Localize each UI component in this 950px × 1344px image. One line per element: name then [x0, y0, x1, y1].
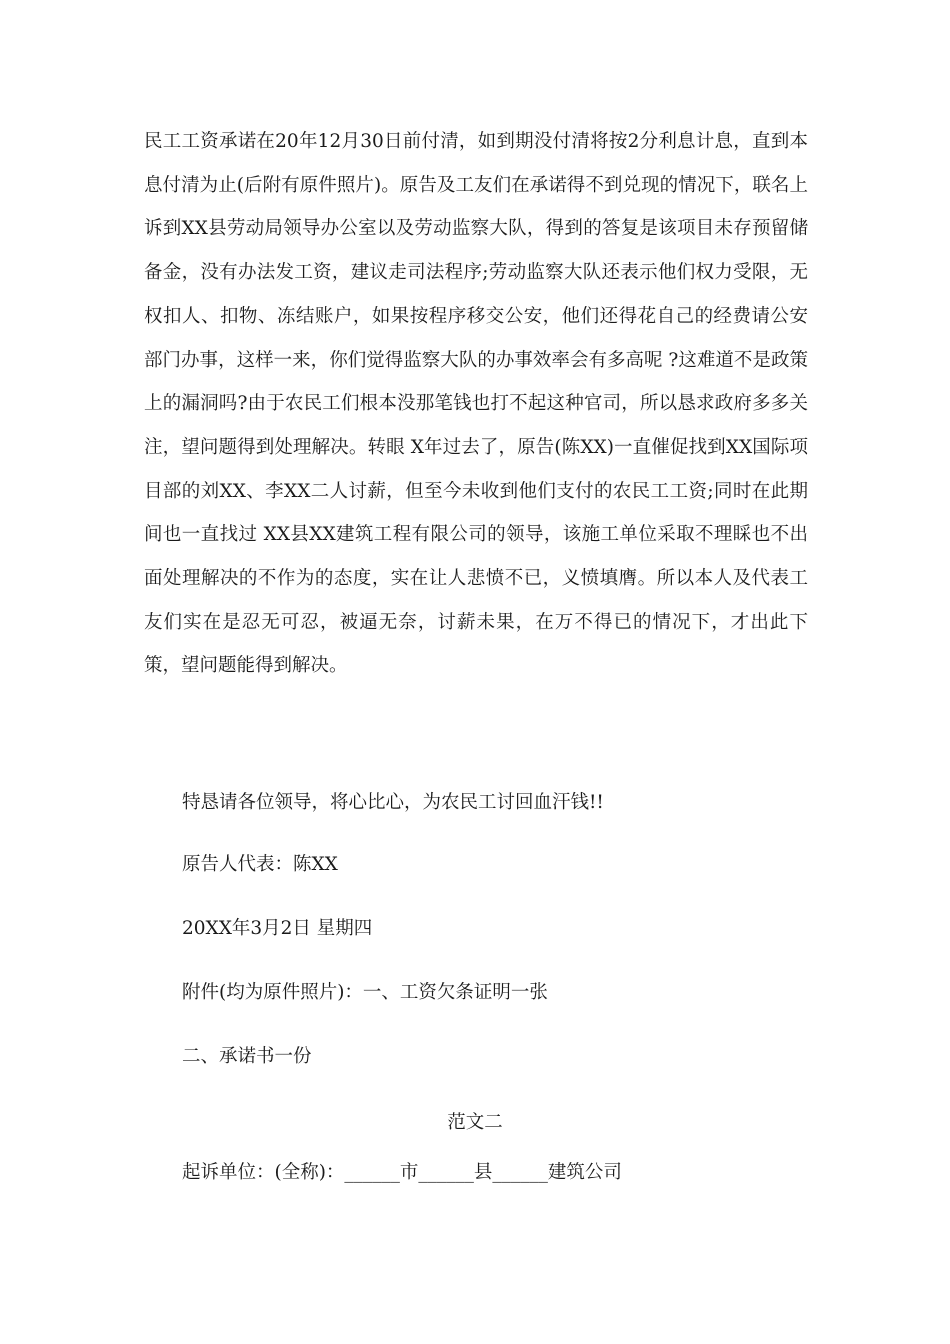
document-date: 20XX年3月2日 星期四 [182, 918, 373, 939]
attachment-line-2: 二、承诺书一份 [182, 1046, 312, 1067]
plaintiff-unit-line: 起诉单位：(全称)：______市______县______建筑公司 [182, 1162, 622, 1183]
closing-plea: 特恳请各位领导，将心比心，为农民工讨回血汗钱!! [182, 792, 604, 813]
attachment-line-1: 附件(均为原件照片)：一、工资欠条证明一张 [182, 982, 548, 1003]
section-title: 范文二 [447, 1112, 503, 1133]
representative-signature: 原告人代表：陈XX [182, 854, 338, 875]
body-paragraph: 民工工资承诺在20年12月30日前付清，如到期没付清将按2分利息计息，直到本息付清为止(后附有原件照片)。原告及工友们在承诺得不到兑现的情况下，联名上诉到XX县劳动局领导办公室以及劳动监察大队，得到的答复是该项目未存预留储备金，没有办法发工资，建议走司法程序;劳动监察大队还表示他们权力受限，无权扣人、扣物、冻结账户，如果按程序移交公安，他们还得花自己的经费请公安部门办事，这样一来，你们觉得监察大队的办事效率会有多高呢 ?这难道不是政策上的漏洞吗?由于农民工们根本没那笔钱也打不起这种官司，所以恳求政府多多关注，望问题得到处理解决。转眼 X年过去了，原告(陈XX)一直催促找到XX国际项目部的刘XX、李XX二人讨薪，但至今未收到他们支付的农民工工资;同时在此期间也一直找过 XX县XX建筑工程有限公司的领导，该施工单位采取不理睬也不出面处理解决的不作为的态度，实在让人悲愤不已，义愤填膺。所以本人及代表工友们实在是忍无可忍，被逼无奈，讨薪未果，在万不得已的情况下，才出此下策，望问题能得到解决。 [144, 131, 808, 677]
